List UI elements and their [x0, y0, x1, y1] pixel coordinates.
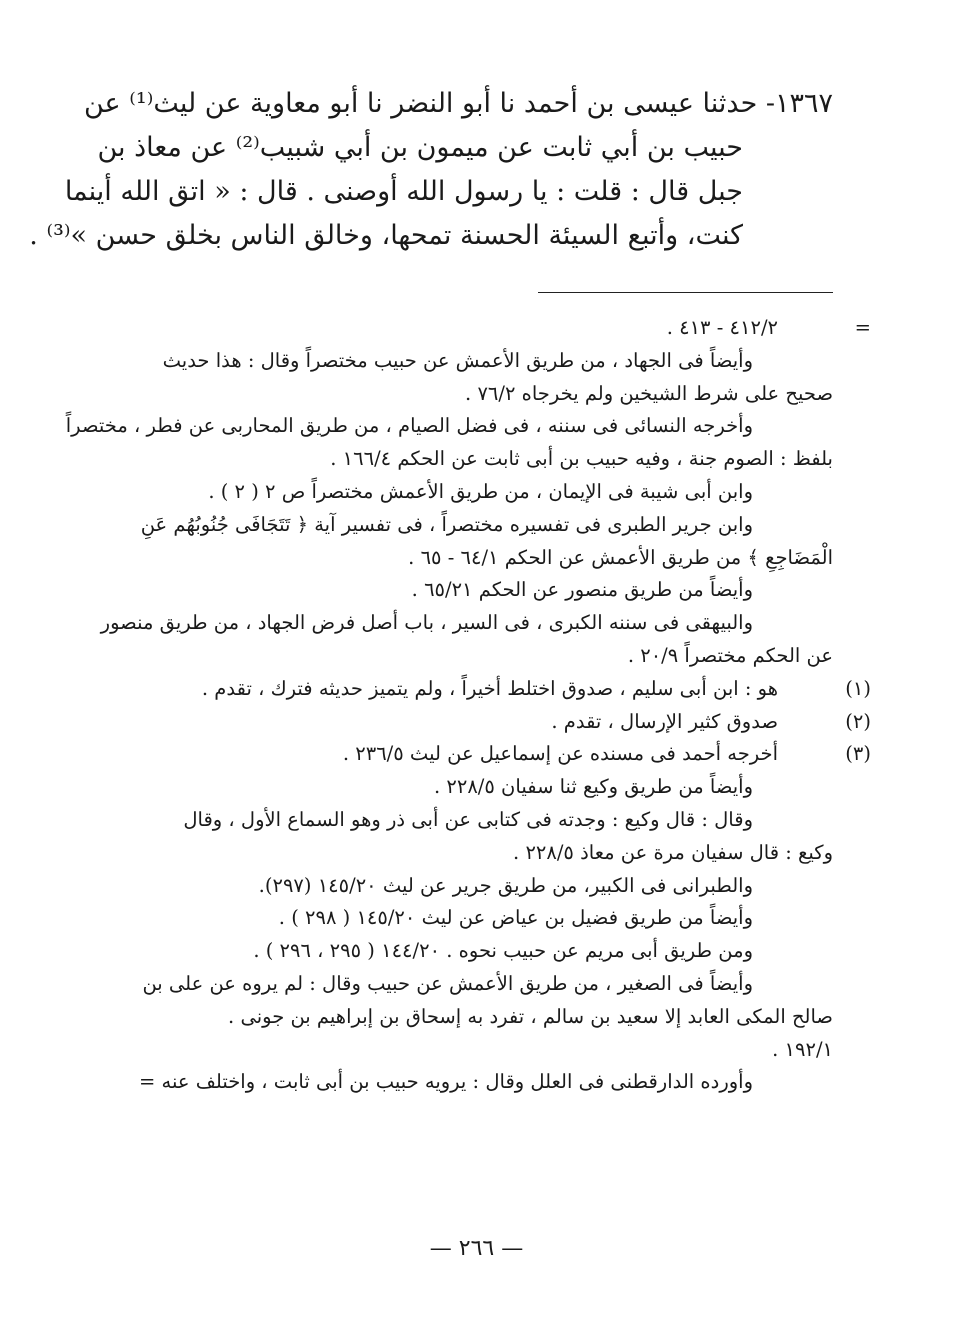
hadith-text [29, 82, 833, 258]
footnote-1: (١) هو : ابن أبى سليم ، صدوق اختلط أخيراً ، ولم يتميز حديثه فترك ، تقدم . [133, 673, 833, 706]
footnote-continuation-line: بلفظ : الصوم جنة ، وفيه حبيب بن أبى ثابت عن الحكم ١٦٦/٤ . [330, 447, 833, 471]
footnote-continuation-line: وابن جرير الطبرى فى تفسيره مختصراً ، فى تفسير آية ﴿ تَتَجَافَى جُنُوبُهُم عَنِ [140, 512, 753, 536]
footnotes [65, 312, 871, 1099]
footnote-continuation-line: = ٤١٢/٢ - ٤١٣ . [133, 312, 833, 345]
hadith-line: جبل قال : قلت : يا رسول الله أوصنى . قال : « اتق الله أينما [64, 176, 743, 207]
footnote-3: (٣) أخرجه أحمد فى مسنده عن إسماعيل عن ليث ٢٣٦/٥ . [133, 738, 833, 771]
footnote-3-line: وأيضاً من طريق فضيل بن عياض عن ليث ١٤٥/٢٠ ( ٢٩٨ ) . [278, 906, 753, 930]
footnote-continuation-line: وأيضاً من طريق منصور عن الحكم ٦٥/٢١ . [411, 578, 753, 602]
footnote-3-line: ١٩٢/١ . [772, 1037, 833, 1061]
footnote-3-line: وأيضاً فى الصغير ، من طريق الأعمش عن حبيب وقال : لم يروه عن على بن [142, 971, 753, 995]
footnote-continuation-line: والبيهقى فى سننه الكبرى ، فى السير ، باب أصل فرض الجهاد ، من طريق منصور [100, 611, 753, 635]
footnote-continuation-line: الْمَضَاجِعِ ﴾ من طريق الأعمش عن الحكم ٦٤/١ - ٦٥ . [408, 545, 833, 569]
hadith-line: ١٣٦٧- حدثنا عيسى بن أحمد نا أبو النضر نا أبو معاوية عن ليث⁽¹⁾ عن [83, 88, 833, 119]
footnote-2: (٢) صدوق كثير الإرسال ، تقدم . [133, 706, 833, 739]
footnote-continuation-line: صحيح على شرط الشيخين ولم يخرجاه ٧٦/٢ . [465, 381, 833, 405]
footnote-3-line: وأيضاً من طريق وكيع ثنا سفيان ٢٢٨/٥ . [433, 775, 753, 799]
footnote-continuation-line: وابن أبى شيبة فى الإيمان ، من طريق الأعمش مختصراً ص ٢ ( ٢ ) . [208, 479, 753, 503]
footnote-3-line: وأورده الدارقطنى فى العلل وقال : يرويه حبيب بن أبى ثابت ، واختلف عنه = [138, 1070, 753, 1094]
footnote-number: (١) [845, 676, 871, 700]
footnote-3-line: صالح المكى العابد إلا سعيد بن سالم ، تفرد به إسحاق بن إبراهيم بن جونى . [228, 1004, 833, 1028]
footnote-continuation-line: عن الحكم مختصراً ٢٠/٩ . [627, 643, 833, 667]
continuation-mark: = [854, 316, 871, 339]
footnote-3-line: وقال : قال وكيع : وجدته فى كتابى عن أبى ذر وهو السماع الأول ، وقال [183, 807, 753, 831]
hadith-line: حبيب بن أبي ثابت عن ميمون بن أبي شبيب⁽²⁾ عن معاذ بن [97, 132, 743, 163]
footnote-number: (٣) [845, 742, 871, 766]
footnote-continuation-line: وأخرجه النسائى فى سننه ، فى فضل الصيام ، من طريق المحاربى عن فطر ، مختصراً [65, 414, 753, 438]
page-number: — ٢٦٦ — [429, 1236, 524, 1261]
hadith-line: كنت، وأتبع السيئة الحسنة تمحها، وخالق الناس بخلق حسن »⁽³⁾ . [29, 220, 743, 251]
footnote-number: (٢) [845, 709, 871, 733]
footnote-3-line: ومن طريق أبى مريم عن حبيب نحوه . ١٤٤/٢٠ ( ٢٩٥ ، ٢٩٦ ) . [253, 939, 753, 963]
footnote-3-line: وكيع : قال سفيان مرة عن معاذ ٢٢٨/٥ . [513, 840, 833, 864]
footnote-continuation-line: وأيضاً فى الجهاد ، من طريق الأعمش عن حبيب مختصراً وقال : هذا حديث [162, 348, 753, 372]
footnote-separator [538, 292, 833, 293]
footnote-3-line: والطبرانى فى الكبير، من طريق جرير عن ليث ١٤٥/٢٠ (٢٩٧). [258, 873, 753, 897]
